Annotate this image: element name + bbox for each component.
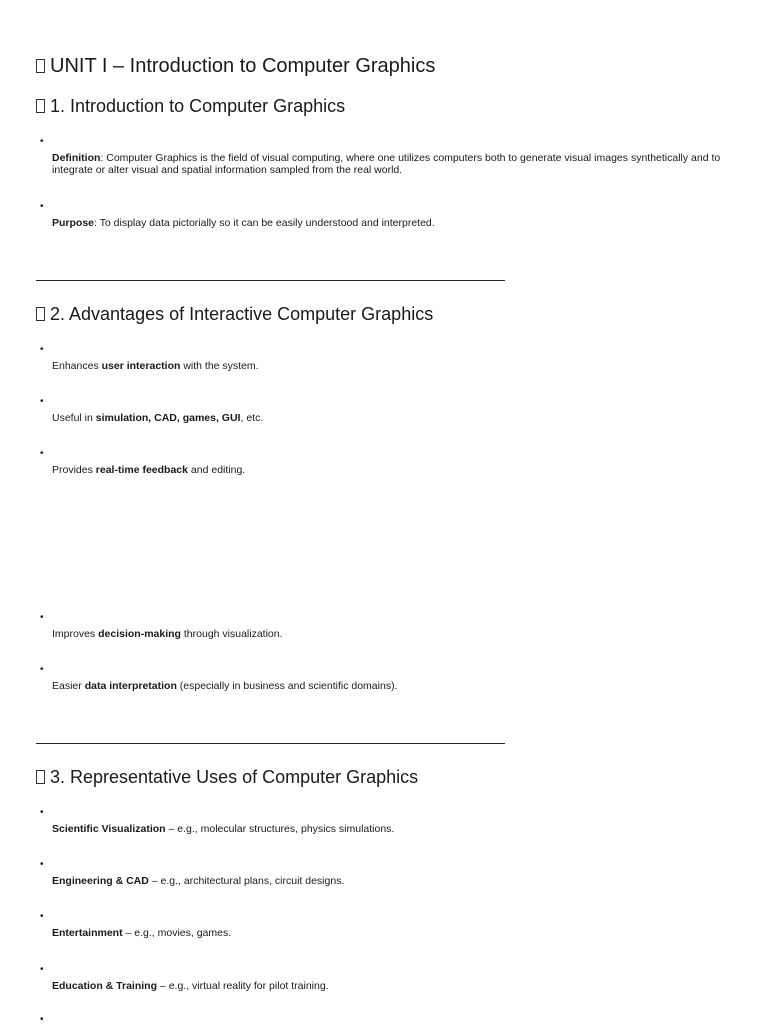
bullet-icon: • (40, 964, 44, 975)
list-item-text: Provides real-time feedback and editing. (52, 464, 246, 476)
bullet-icon: • (40, 664, 44, 675)
list-item-text: Purpose: To display data pictorially so it can be easily understood and interpreted. (52, 217, 435, 229)
bullet-icon: • (40, 859, 44, 870)
list-item-text: Enhances user interaction with the system. (52, 360, 259, 372)
section-heading (36, 764, 418, 790)
section-divider (36, 280, 505, 281)
bullet-icon: • (40, 396, 44, 407)
bullet-icon: • (40, 1014, 44, 1025)
unit-title-text: UNIT I – Introduction to Computer Graphics (50, 55, 436, 77)
unit-title (36, 52, 435, 80)
bullet-icon: • (40, 201, 44, 212)
list-item-text: Engineering & CAD – e.g., architectural plans, circuit designs. (52, 875, 345, 887)
section-heading (36, 301, 433, 327)
bullet-icon: • (40, 344, 44, 355)
list-item-text: Entertainment – e.g., movies, games. (52, 927, 232, 939)
missing-glyph-icon (36, 770, 45, 784)
bullet-icon: • (40, 448, 44, 459)
bullet-icon: • (40, 136, 44, 147)
list-item-text: Scientific Visualization – e.g., molecular structures, physics simulations. (52, 823, 395, 835)
list-item-text: Improves decision-making through visualization. (52, 628, 283, 640)
bullet-icon: • (40, 911, 44, 922)
list-item-text: Definition: Computer Graphics is the field of visual computing, where one utilizes computers both to generate visual images synthetically and to integrate or alter visual and spatial information sampled from the real world. (52, 152, 721, 176)
section-heading-text: 3. Representative Uses of Computer Graphics (50, 767, 419, 787)
section-divider (36, 743, 505, 744)
section-heading (36, 93, 345, 119)
list-item-text: Education & Training – e.g., virtual reality for pilot training. (52, 980, 329, 992)
bullet-icon: • (40, 612, 44, 623)
list-item-text: Easier data interpretation (especially in business and scientific domains). (52, 680, 398, 692)
list-item-text: Useful in simulation, CAD, games, GUI, etc. (52, 412, 264, 424)
bullet-icon: • (40, 807, 44, 818)
section-heading-text: 1. Introduction to Computer Graphics (50, 96, 346, 116)
missing-glyph-icon (36, 307, 45, 321)
section-heading-text: 2. Advantages of Interactive Computer Graphics (50, 304, 434, 324)
missing-glyph-icon (36, 99, 45, 113)
missing-glyph-icon (36, 59, 45, 73)
